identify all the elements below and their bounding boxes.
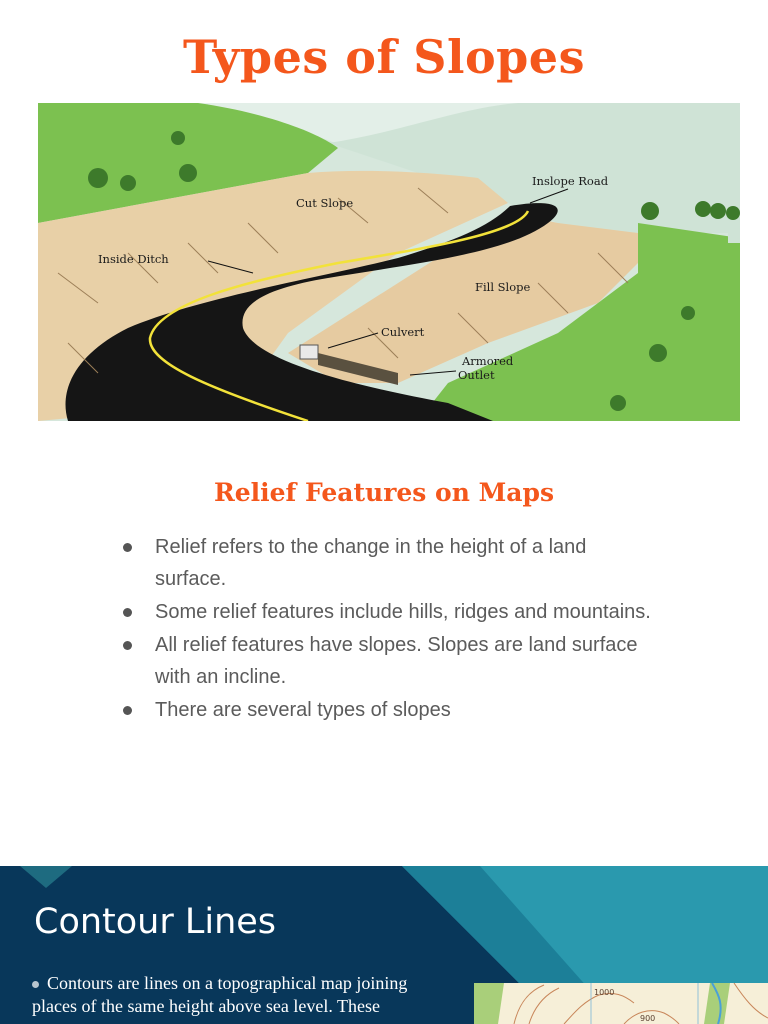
bullet-text: Some relief features include hills, ridges and mountains.	[155, 601, 651, 623]
bullet-dot-icon	[32, 981, 39, 988]
label-inslope-road: Inslope Road	[532, 174, 609, 188]
label-cut-slope: Cut Slope	[296, 196, 354, 210]
contour-title: Contour Lines	[34, 902, 277, 942]
bullet-list	[118, 531, 658, 727]
bullet-dot-icon	[123, 608, 132, 617]
slide-title: Types of Slopes	[183, 30, 585, 84]
bullet-item	[118, 531, 658, 595]
bullet-item	[118, 596, 658, 628]
map-label-900: 900	[640, 1014, 656, 1023]
map-label-1000: 1000	[594, 988, 615, 997]
bullet-text: There are several types of slopes	[155, 699, 451, 721]
label-armored-outlet-line2: Outlet	[458, 368, 495, 382]
contour-map-image	[474, 983, 768, 1024]
slide-contour-lines	[0, 866, 768, 1024]
bullet-text: Relief refers to the change in the height of a land surface.	[155, 536, 587, 590]
section-subtitle: Relief Features on Maps	[213, 478, 555, 507]
bullet-item	[118, 629, 658, 693]
slope-illustration	[38, 103, 740, 421]
label-fill-slope: Fill Slope	[475, 280, 531, 294]
bullet-dot-icon	[123, 543, 132, 552]
contour-description	[32, 972, 452, 1018]
label-inside-ditch: Inside Ditch	[98, 252, 169, 266]
bullet-text: All relief features have slopes. Slopes are land surface with an incline.	[155, 634, 638, 688]
label-armored-outlet-line1: Armored	[462, 354, 514, 368]
label-culvert: Culvert	[381, 325, 425, 339]
bullet-dot-icon	[123, 641, 132, 650]
contour-text: Contours are lines on a topographical map joining places of the same height above sea level. These	[32, 973, 408, 1016]
bullet-dot-icon	[123, 706, 132, 715]
bullet-item	[118, 694, 658, 726]
